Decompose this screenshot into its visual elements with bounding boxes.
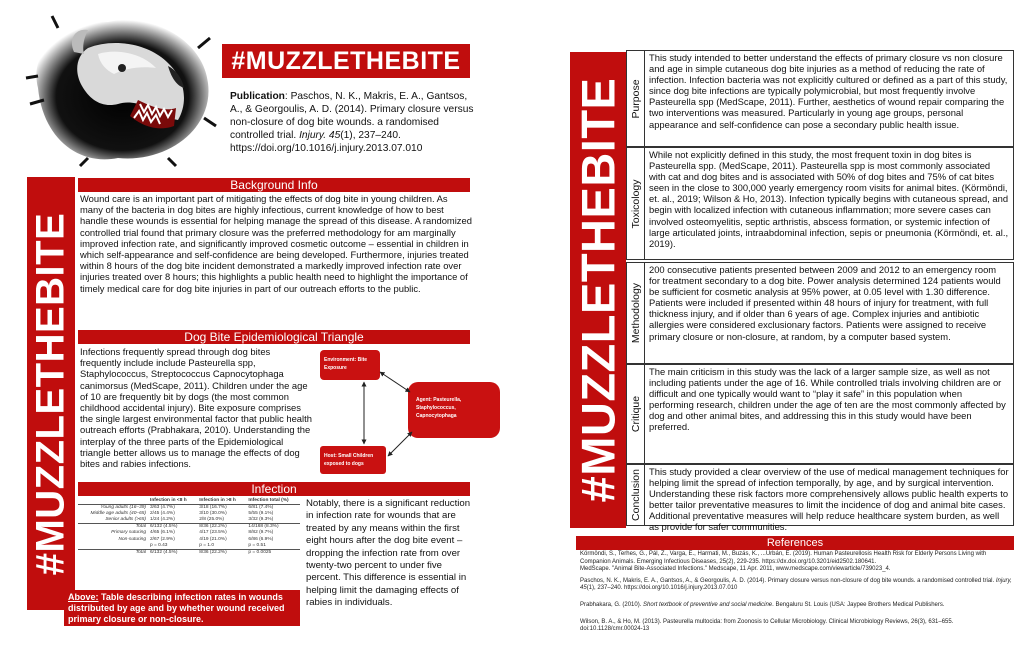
section-conclusion (626, 464, 1014, 533)
citation-journal: Injury. 45 (299, 130, 341, 141)
table-cell: p = 0.0025 (246, 549, 300, 556)
environment-label-2: Exposure (324, 365, 347, 371)
reference-4: Prabhakara, G. (2010). Short textbook of preventive and social medicine. Bengaluru St. Louis (USA: Jaypee Brothers Medical Publishers. (580, 601, 945, 608)
table-cell: p = 0.43 (150, 542, 168, 548)
section-label-methodology: Methodology (629, 282, 642, 344)
table-cell: 5/55 (9.1%) (248, 511, 274, 517)
table-cell: 2/67 (2.9%) (150, 536, 175, 542)
section-methodology (626, 262, 1014, 364)
arrow-environment-agent (380, 372, 410, 392)
references-list (580, 551, 1016, 638)
table-cell: 3/32 (9.3%) (248, 517, 274, 523)
snarling-dog-icon (18, 8, 218, 168)
table-cell: 2/8 (25.0%) (199, 517, 225, 523)
table-cell: 8/36 (22.2%) (197, 549, 246, 556)
triangle-heading: Dog Bite Epidemiological Triangle (78, 330, 470, 344)
table-cell (78, 543, 148, 550)
triangle-text: Infections frequently spread through dog bites frequently include include Pasteurella spp, Staphylococcus, Streptococcus Capnocytophaga canimorsus (MedScape, 2011). Children under the age of 10 are frequently bit by dogs (the most common childhood accidental injury). Bite exposure comprises the single largest environmental factor that public health outreach efforts (Prabhakara, 2010). Understanding the interplay of the three parts of the Epidemiological triangle better allows us to manage the effects of dog bites and rabies infections. (80, 346, 312, 470)
section-text-purpose: This study intended to better understand the effects of primary closure vs non closure and age in simple cutaneous dog bite injuries as a method of reducing the rate of infection. Infection bacteria was not explicitly cultured or defined as a part of this study, since dog bite infections are typically polymicrobial, but most frequently involve Pasteurella spp (MedScape, 2011). Further, aesthetics of wound repair comparing the two interventions was measured. Particularly in young age groups, personal appearance and self-confidence can pose a secondary public health issue. (649, 52, 1008, 130)
section-label-purpose: Purpose (629, 78, 642, 119)
background-heading: Background Info (78, 178, 470, 192)
table-header-2: Infection in >8 h (197, 498, 246, 505)
infection-table (78, 498, 300, 588)
table-cell: 6/132 (4.5%) (148, 524, 197, 531)
infection-heading: Infection (78, 482, 470, 496)
table-cell: 3/63 (4.7%) (150, 505, 175, 511)
reference-5: Wilson, B. A., & Ho, M. (2013). Pasteurella multocida: from Zoonosis to Cellular Microbiology. Clinical Microbiology Reviews, 26(3), 631–655. doi:10.1128/cmr.00024-13 (580, 618, 954, 633)
table-caption (64, 590, 300, 626)
infection-text: Notably, there is a significant reduction in infection rate for wounds that are treated by any means within the first eight hours after the dog bite event – dropping the infection rate from over twenty-two percent to under five percent. This difference is essential in helping limit the damaging effects of rabies in individuals. (306, 498, 471, 609)
caption-lead: Above: (68, 592, 99, 602)
host-node (320, 446, 386, 474)
table-cell: 4/17 (23.5%) (199, 530, 227, 536)
reference-3: Paschos, N. K., Makris, E. A., Gantsos, A., & Georgoulis, A. D. (2014). Primary closure versus non-closure of dog bite wounds. a randomised controlled trial. Injury, 45(1), 237–240. https://doi.org/10.1016/j.injury.2013.07.010 (580, 577, 1012, 592)
table-cell: Senior adults (>65) (105, 517, 146, 523)
reference-1: Körmöndi, S., Terhes, G., Pál, Z., Varga, E., Harmati, M., Buzás, K., ...Urbán, E. (2019). Human Pasteurellosis Health Risk for Elderly Persons Living with Companion Animals. Emerging Infectious Diseases, 25(2), 229-235. https://dx.doi.org/10.3201/eid2502.180641. MedScape. "Animal Bite-Associated Infections." Medscape, 11 Apr. 2011, www.medscape.com/viewarticle/739023_4. (580, 551, 987, 573)
table-header-0 (78, 498, 148, 505)
environment-label-1: Environment: Bite (324, 357, 368, 363)
table-cell: Non-suturing (118, 536, 146, 542)
section-text-conclusion: This study provided a clear overview of the use of medical management techniques for helping limit the spread of infection temporally, by age, and by surgical intervention. Understanding these risk factors more comprehensively allows public health experts to better tailor preventative measures to limit the incidence of dog and animal bite cases. Additional preventative measures will help reduce healthcare system burden, as well as provide for safer communities. (649, 466, 1009, 533)
epidemiological-triangle-diagram (312, 346, 502, 486)
section-text-critique: The main criticism in this study was the lack of a larger sample size, as well as not including patients under the age of 16. While controlled trials involving children are or difficult and one typically would want to “play it safe” in this population when performing research, children under the age of ten are the most commonly affected by dog and other animal bites, and addressing this in this study would have been preferred. (649, 366, 1006, 433)
agent-label-3: Capnocytophaga (416, 413, 457, 419)
table-header-3: Infection total (%) (246, 498, 300, 505)
arrow-host-agent (388, 432, 412, 456)
table-cell: 4/19 (21.0%) (199, 536, 227, 542)
vertical-banner-right-text: #MUZZLETHEBITE (571, 77, 625, 503)
table-cell: Total (78, 524, 148, 531)
host-label-1: Host: Small Children (324, 453, 374, 459)
table-cell: p = 0.51 (248, 542, 266, 548)
table-cell: Primary suturing (111, 530, 146, 536)
citation (230, 90, 480, 155)
citation-label: Publication (230, 91, 285, 102)
table-cell: p = 1.0 (199, 542, 215, 548)
table-cell: Middle age adults (40–65) (90, 511, 146, 517)
table-cell: 8/36 (22.2%) (197, 524, 246, 531)
table-cell: 1/24 (4.2%) (150, 517, 175, 523)
section-text-methodology: 200 consecutive patients presented between 2009 and 2012 to an emergency room for treatment secondary to a dog bite. Power analysis determined 124 patients would be sufficient for cosmetic analysis at 95% power, at 0.05 level with 1.30 difference. Patients were included if presented within 48 hours of injury for treatment, with full thickness injury, and if older than 6 years of age. Complex injuries and antibiotic allergies were considered exclusionary factors. Patients were assigned to receive primary closure or non-closure, at random, by a computer based system. (649, 264, 1001, 342)
table-cell: 4/65 (6.1%) (150, 530, 175, 536)
agent-label-1: Agent: Pasteurella, (416, 397, 462, 403)
section-critique (626, 364, 1014, 464)
table-row (78, 517, 300, 524)
table-cell: 6/81 (7.4%) (248, 505, 274, 511)
table-header-1: Infection in <8 h (148, 498, 197, 505)
citation-text-1: : Paschos, N. K., Makris, E. A., Gantsos, A., & Georgoulis, A. D. (2014). Primary closure versus non-closure of dog bite wounds. a randomised controlled trial. (230, 91, 474, 141)
references-heading: References (576, 536, 1014, 550)
vertical-banner-right (570, 52, 626, 528)
table-cell: 6/132 (4.5%) (148, 549, 197, 556)
table-cell: 14/168 (8.3%) (246, 524, 300, 531)
caption-text: Table describing infection rates in wounds distributed by age and by whether wound received primary closure or non-closure. (68, 592, 285, 624)
agent-label-2: Staphylococcus, (416, 405, 456, 411)
host-label-2: exposed to dogs (324, 461, 364, 467)
table-cell: Young adults (16–39) (100, 505, 146, 511)
table-cell: 2/45 (4.4%) (150, 511, 175, 517)
citation-text-2: (1), 237–240. https://doi.org/10.1016/j.injury.2013.07.010 (230, 130, 423, 154)
section-purpose (626, 50, 1014, 147)
table-cell: 3/18 (16.7%) (199, 505, 227, 511)
section-toxicology (626, 147, 1014, 260)
vertical-banner-left (27, 177, 75, 610)
title-banner: #MUZZLETHEBITE (222, 44, 470, 78)
table-cell: Total (78, 549, 148, 556)
background-text: Wound care is an important part of mitigating the effects of dog bite in young children. As many of the bacteria in dog bites are highly infectious, current knowledge of how to best handle these wounds is essential for helping manage the spread of this disease. A randomized controlled trial found that primary closure was the preferred methodology for am marginally improved infection rate, and significantly improved cosmetic outcome – essential in children in which self-appearance and self-confidence are being developed. Furthermore, injuries treated within 8 hours of the dog bite incident demonstrated a markedly improved infection rate over injuries treated over 8 hours; this highlights a public health need to highlight the importance of timely medical care for dog bite injuries in part of our outreach efforts to the public. (80, 193, 472, 294)
section-text-toxicology: While not explicitly defined in this study, the most frequent toxin in dog bites is Pasteurella spp. (MedScape, 2011). Pasteurella spp is most commonly associated with cat and dog bites and is associated with 50% of dog bites and 75% of cat bites seen in the close to 300,000 yearly emergency room visits for animal bites. (Körmöndi, et. al., 2019; Wilson & Ho, 2013). Infection typically begins with cutaneous spread, and begin with localized infection with cutaneous inflammation; more severe cases can involved osteomyelitis, septic arthristis, abscess formation, or systemic infection of large articulated joints, intraabdominal infection, sepis or pneumonia (Körmöndi, et. al., 2019). (649, 149, 1009, 249)
table-row (78, 549, 300, 556)
table-cell: 6/86 (6.9%) (248, 536, 274, 542)
table-cell: 8/82 (9.7%) (248, 530, 274, 536)
vertical-banner-left-text: #MUZZLETHEBITE (28, 212, 73, 575)
table-cell: 3/10 (30.0%) (199, 511, 227, 517)
section-label-critique: Critique (629, 395, 642, 433)
table-row (78, 543, 300, 550)
section-label-conclusion: Conclusion (629, 469, 642, 521)
section-label-toxicology: Toxicology (629, 178, 642, 229)
